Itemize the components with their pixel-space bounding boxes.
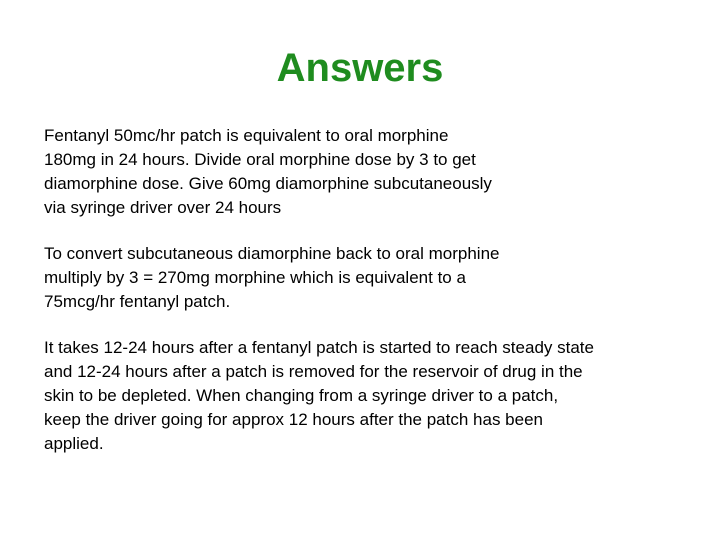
text-line: and 12-24 hours after a patch is removed for the reservoir of drug in the [44, 362, 583, 381]
slide-body [44, 124, 714, 478]
paragraph-conversion-back [44, 242, 714, 314]
paragraph-fentanyl-equivalence [44, 124, 714, 220]
text-line: diamorphine dose. Give 60mg diamorphine subcutaneously [44, 174, 492, 193]
text-line: To convert subcutaneous diamorphine back to oral morphine [44, 244, 500, 263]
text-line: multiply by 3 = 270mg morphine which is equivalent to a [44, 268, 466, 287]
paragraph-steady-state [44, 336, 714, 456]
text-line: It takes 12-24 hours after a fentanyl patch is started to reach steady state [44, 338, 594, 357]
text-line: skin to be depleted. When changing from a syringe driver to a patch, [44, 386, 559, 405]
text-line: Fentanyl 50mc/hr patch is equivalent to oral morphine [44, 126, 449, 145]
text-line: 75mcg/hr fentanyl patch. [44, 292, 231, 311]
text-line: via syringe driver over 24 hours [44, 198, 282, 217]
text-line: applied. [44, 434, 104, 453]
text-line: keep the driver going for approx 12 hours after the patch has been [44, 410, 543, 429]
slide-title: Answers [276, 46, 444, 90]
text-line: 180mg in 24 hours. Divide oral morphine dose by 3 to get [44, 150, 476, 169]
